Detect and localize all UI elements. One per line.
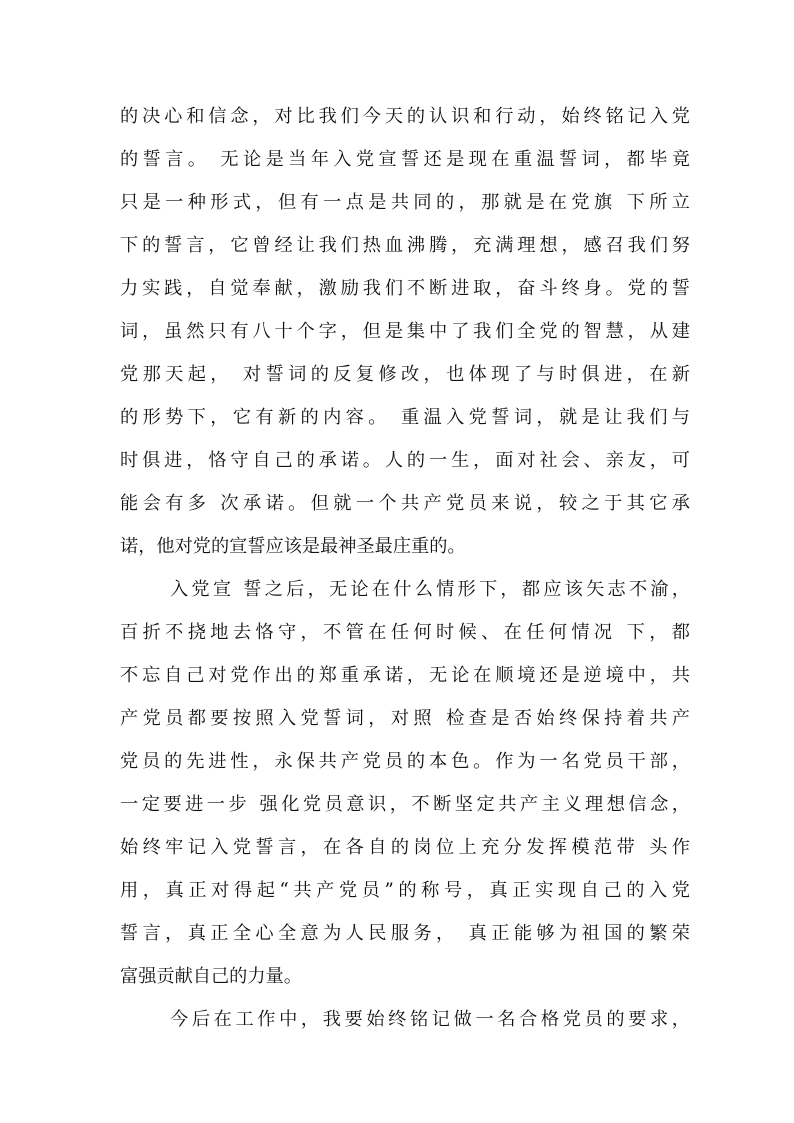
text-line: 始终牢记入党誓言，在各自的岗位上充分发挥模范带 头作 [120,837,690,858]
text-line: 一定要进一步 强化党员意识，不断坚定共产主义理想信念， [120,794,690,815]
text-line: 词，虽然只有八十个字，但是集中了我们全党的智慧，从建 [120,321,690,342]
text-line: 时俱进，恪守自己的承诺。人的一生，面对社会、亲友，可 [120,450,690,471]
text-line: 下的誓言，它曾经让我们热血沸腾，充满理想，感召我们努 [120,235,690,256]
text-line: 能会有多 次承诺。但就一个共产党员来说，较之于其它承 [120,493,690,514]
text-line: 党那天起， 对誓词的反复修改，也体现了与时俱进，在新 [120,364,690,385]
text-line: 今后在工作中，我要始终铭记做一名合格党员的要求， [170,1009,690,1030]
text-line: 只是一种形式，但有一点是共同的，那就是在党旗 下所立 [120,192,690,213]
text-line: 力实践，自觉奉献，激励我们不断进取，奋斗终身。党的誓 [120,278,690,299]
text-line: 的决心和信念，对比我们今天的认识和行动，始终铭记入党 [120,106,690,127]
text-line: 入党宣 誓之后，无论在什么情形下，都应该矢志不渝， [170,579,690,600]
text-line: 的形势下，它有新的内容。 重温入党誓词，就是让我们与 [120,407,690,428]
text-line: 誓言，真正全心全意为人民服务， 真正能够为祖国的繁荣 [120,923,690,944]
text-line: 党员的先进性，永保共产党员的本色。作为一名党员干部， [120,751,690,772]
text-line: 百折不挠地去恪守，不管在任何时候、在任何情况 下，都 [120,622,690,643]
text-line: 用，真正对得起“共产党员”的称号，真正实现自己的入党 [120,880,690,901]
text-line: 产党员都要按照入党誓词，对照 检查是否始终保持着共产 [120,708,690,729]
text-line: 诺，他对党的宣誓应该是最神圣最庄重的。 [120,536,466,557]
text-line: 富强贡献自己的力量。 [120,966,302,987]
text-line: 不忘自己对党作出的郑重承诺，无论在顺境还是逆境中，共 [120,665,690,686]
text-line: 的誓言。 无论是当年入党宣誓还是现在重温誓词，都毕竟 [120,149,690,170]
